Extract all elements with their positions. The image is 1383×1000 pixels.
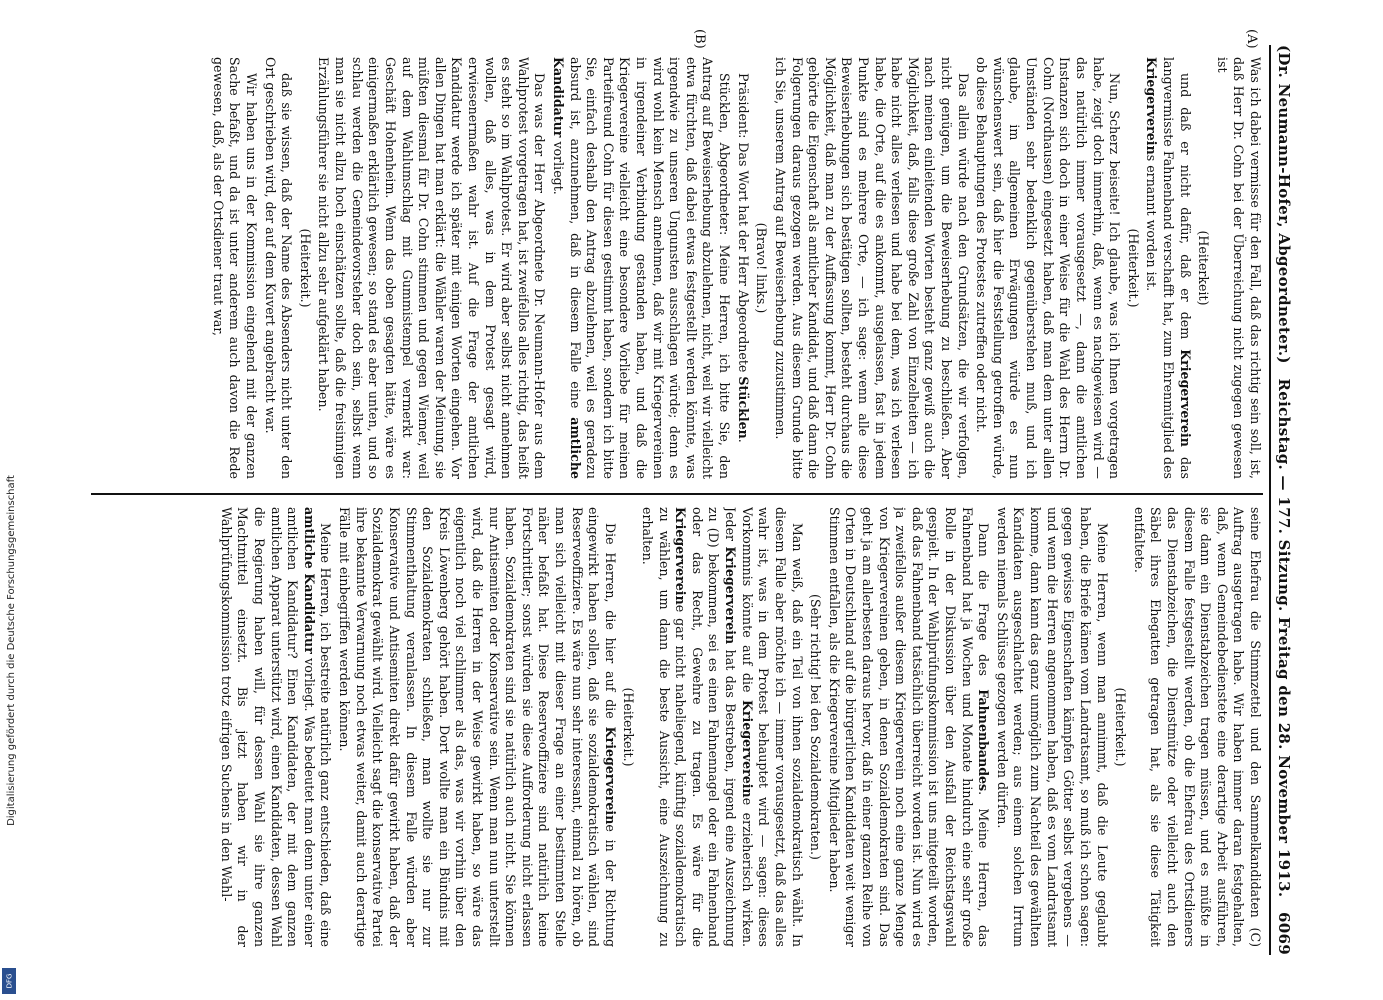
stage-direction: (Heiterkeit.) (620, 687, 636, 767)
emphasized-term: amtliche Kandidatur (550, 57, 583, 479)
dfg-logo-text: DFG (5, 973, 13, 989)
stage-direction: (Heiterkeit.) (1125, 228, 1141, 308)
paragraph: Präsident: Das Wort hat der Herr Abgeordnete Stücklen. (735, 73, 751, 443)
header-rule (1269, 45, 1271, 955)
emphasized-term: Kriegerverein (1143, 57, 1159, 155)
header-speaker: (Dr. Neumann-Hofer, Abgeordneter.) (1274, 45, 1293, 364)
stage-direction: (Heiterkeit.) (297, 228, 313, 308)
emphasized-term: Kriegerverein (722, 546, 738, 645)
emphasized-term: Kriegerverein (1177, 349, 1193, 447)
paragraph: Wir haben uns in der Kommission eingehend mit der ganzen Sache befaßt, und da ist unter anderem auch davon die Rede gewesen, daß, als der Ortsdiener traut war, (210, 57, 259, 479)
margin-mark-a: (A) (1243, 29, 1259, 49)
margin-mark-b: (B) (691, 29, 707, 49)
paragraph: Die Herren, die hier auf die Kriegervereine in der Richtung eingewirkt haben sollen, daß sie sozialdemokratisch wählen, sind Reserveoffiziere. Es wäre nun sehr interessant, einmal zu hören, ob man sich vielleicht mit dieser Frage an einer bestimmten Stelle näher befaßt hat. Diese Reserveoffiziere sind natürlich keine Fortschrittler; sonst würden sie diese Aufforderung nicht erlassen haben. Sozialdemokraten sind sie natürlich auch nicht. Sie können nur Antisemiten oder Konservative sein. Wenn man nun unterstellt wird, daß die Herren in der Weise gewirkt haben, so wäre das eigentlich noch viel schlimmer als das, was wir vorhin über den Kreis Löwenberg gehört haben. Dort wollte man ein Bündnis mit den Sozialdemokraten schließen, man wollte sie nur zur Stimmenthaltung veranlassen. In diesem Falle würden aber Konservative und Antisemiten direkt dafür gewirkt haben, daß der Sozialdemokrat gewählt wird. Vielleicht sagt die konservative Partei ihre bekannte Verwarnung noch etwas weiter, damit auch derartige Fälle mit einbegriffen werden können. (336, 507, 618, 947)
paragraph: Man weiß, daß ein Teil von ihnen sozialdemokratisch wählt. In diesem Falle aber möchte ich — immer vorausgesetzt, daß das alles wahr ist, was in dem Protest behauptet wird — sagen: dieses Vorkommnis könnte auf die Kriegervereine erzieherisch wirken. Jeder Kriegerverein hat das Bestreben, irgend eine Auszeichnung zu (D) bekommen, sei es einen Fahnennagel oder ein Fahnenband oder das Recht, Gewehre zu tragen. Es wäre für die Kriegervereine gar nicht naheliegend, künftig sozialdemokratisch zu wählen, um dann die beste Aussicht, eine Auszeichnung zu erhalten. (639, 507, 805, 947)
emphasized-term: Kriegerverein (672, 507, 688, 605)
page-header (1273, 45, 1295, 955)
header-session-title: Reichstag. — 177. Sitzung. Freitag den 28. November 1913. (1274, 378, 1293, 898)
stage-direction: (Heiterkeit.) (1112, 687, 1128, 767)
paragraph: Meine Herren, ich bestreite natürlich ganz entschieden, daß eine amtliche Kandidatur vorliegt. Was bedeutet man denn unter einer amtlichen Kandidatur? Einen Kandidaten, der mit dem ganzen amtlichen Apparat unterstützt wird, einen Kandidaten, dessen Wahl die Regierung haben will, für dessen Wahl sie ihre ganzen Machtmittel einsetzt. Bis jetzt haben wir in der Wahlprüfungskommission trotz eifrigen Suchens in den Wahl- (218, 507, 333, 947)
emphasized-term: Fahnenbandes (975, 689, 991, 792)
stage-direction: (Heiterkeit) (1195, 230, 1211, 306)
stage-direction: (Bravo! links.) (753, 222, 769, 314)
emphasized-term: amtliche Kandidatur (301, 507, 317, 654)
paragraph: Nun, Scherz beiseite! Ich glaube, was ich Ihnen vorgetragen habe, zeigt doch immerhin, daß, wenn es nachgewiesen wird — das natürlich immer vorausgesetzt —, dann die amtlichen Instanzen sich doch in einer Weise für die Wahl des Herrn Dr. Cohn (Nordhausen) eingesetzt haben, daß man dem unter allen Umständen sehr bedenklich gegenüberstehen muß, und ich glaube, im allgemeinen Erwägungen würde es nun wünschenswert sein, daß hier die Feststellung getroffen würde, ob diese Behauptungen des Protestes zutreffen oder nicht. (973, 57, 1122, 479)
digitization-credit (4, 4, 18, 996)
dfg-logo (2, 968, 16, 994)
paragraph: und daß er nicht dafür, daß er dem Kriegerverein das langvermisste Fahnenband verschafft hat, zum Ehrenmitglied des Kriegervereins ernannt worden ist. (1143, 57, 1193, 479)
paragraph: Stücklen, Abgeordneter: Meine Herren, ich bitte Sie, den Antrag auf Beweiserhebung abzulehnen, nicht, weil wir vielleicht etwa fürchten, daß dabei etwas festgestellt werden könnte, was irgendwie zu unseren Ungunsten ausschlagen würde; denn es wird wohl kein Mensch annehmen, daß wir mit Kriegervereinen in irgendeiner Verbindung gestanden haben, und daß die Kriegervereine vielleicht eine besondere Vorliebe für meinen Parteifreund Cohn für diesen gestimmt haben, sondern ich bitte Sie, einfach deshalb den Antrag abzulehnen, weil es geradezu absurd ist, anzunehmen, daß in diesem Falle eine amtliche Kandidatur vorliegt. (550, 57, 732, 479)
emphasized-term: Stücklen (735, 376, 751, 439)
paragraph: seine Ehefrau die Stimmzettel und den Sammelkandidaten (C) Auftrag ausgetragen habe. Wir haben immer daran festgehalten, daß, wenn Gemeindebedienstete eine derartige Arbeit ausführen, sie dann ein Dienstabzeichen tragen müssen, und es müßte in diesem Falle festgestellt werden, ob die Ehefrau des Ortsdieners das Dienstabzeichen, die Dienstmütze oder vielleicht auch den Säbel ihres Ehegatten getragen hat, als sie diese Tätigkeit entfaltete. (1131, 507, 1263, 947)
emphasized-term: Kriegerverein (739, 699, 755, 798)
document-page (77, 25, 1307, 975)
paragraph: daß sie wissen, daß der Name des Absenders nicht unter den Ort geschrieben wird, der auf dem Kuvert angebracht war. (262, 57, 294, 479)
paragraph: Meine Herren, wenn man annimmt, daß die Leute geglaubt haben, die Briefe kämen vom Landratsamt, so muß ich schon sagen: gegen gewisse Eigenschaften kämpfen Götter selbst vergebens — und wenn die Herren angenommen haben, daß es vom Landratsamt komme, dann kann das ganz unmöglich zum Nachteil des gewählten Kandidaten ausgeschlachtet werden; aus einem solchen Irrtum werden niemals Schlüsse gezogen werden dürfen. (994, 507, 1110, 947)
paragraph: Das allein würde nach den Grundsätzen, die wir verfolgen, nicht genügen, um die Beweiserhebung zu beschließen. Aber nach meinen einleitenden Worten besteht ganz gewiß auch die Möglichkeit, daß, falls diese große Zahl von Einzelheiten — ich habe nicht alles verlesen und habe bei dem, was ich verlesen habe, die Orte, auf die es ankommt, ausgelassen, fast in jedem Punkte sind es mehrere Orte, — ich sage: wenn alle diese Beweiserhebungen sich bestätigen sollten, besteht durchaus die Möglichkeit, daß man zu der Auffassung kommt, Herr Dr. Cohn gehörte die Eigenschaft als amtlicher Kandidat, und daß dann die Folgerungen daraus gezogen werden. Aus diesem Grunde bitte ich Sie, unserem Antrag auf Beweiserhebung zuzustimmen. (772, 57, 971, 479)
header-page-number: 6069 (1274, 912, 1293, 955)
column-divider (91, 493, 1263, 495)
right-text-column (87, 507, 1263, 947)
left-text-column (87, 57, 1263, 479)
paragraph: Das was der Herr Abgeordnete Dr. Neumann-Hofer aus dem Wahlprotest vorgetragen hat, ist zweifellos alles richtig, das heißt es steht so im Wahlprotest. Er wird aber selbst nicht annehmen wollen, daß alles, was in dem Protest gesagt wird, erwiesenermaßen wahr ist. Auf die Frage der amtlichen Kandidatur werde ich später mit einigen Worten eingehen. Vor allen Dingen hat man erklärt: die Wähler waren der Meinung, sie müßten diesmal für Dr. Cohn stimmen und gegen Wiemer, weil auf dem Wahlumschlag mit Gummistempel vermerkt war: Geschäft Hohenheim. Wenn das oben gesagten hätte, wäre es einigermaßen erklärlich gewesen; so stand es aber unten, und so schlau werden die Gemeindevorsteher doch sein, selbst wenn man sie nicht allzu hoch einschätzen sollte, daß die freisinnigen Erzählungsführer sie nicht allzu sehr aufgeklärt haben. (315, 57, 547, 479)
emphasized-term: Kriegerverein (602, 726, 618, 825)
digitization-credit-text: Digitalisierung gefördert durch die Deutsche Forschungsgemeinschaft (5, 475, 17, 826)
paragraph: Dann die Frage des Fahnenbandes. Meine Herren, das Fahnenband hat ja Wochen und Monate hindurch eine sehr große Rolle in der Diskussion über den Ausfall der Reichstagswahl gespielt. In der Wahlprüfungskommission ist uns mitgeteilt worden, daß das Fahnenband tatsächlich überreicht worden ist. Nun wird es ja zweifellos außer diesem Kriegerverein noch eine ganze Menge von Kriegervereinen geben, in denen Sozialdemokraten sind. Das geht ja am allerbesten daraus hervor, daß in einer ganzen Reihe von Orten in Deutschland auf die bürgerlichen Kandidaten weit weniger Stimmen entfallen, als die Kriegervereine Mitglieder haben. (826, 507, 991, 947)
paragraph: Was ich dabei vermisse für den Fall, daß das richtig sein soll, ist, daß Herr Dr. Cohn bei der Überreichung nicht zugegen gewesen ist (1214, 57, 1263, 479)
stage-direction: (Sehr richtig! bei den Sozialdemokraten.) (807, 594, 823, 860)
